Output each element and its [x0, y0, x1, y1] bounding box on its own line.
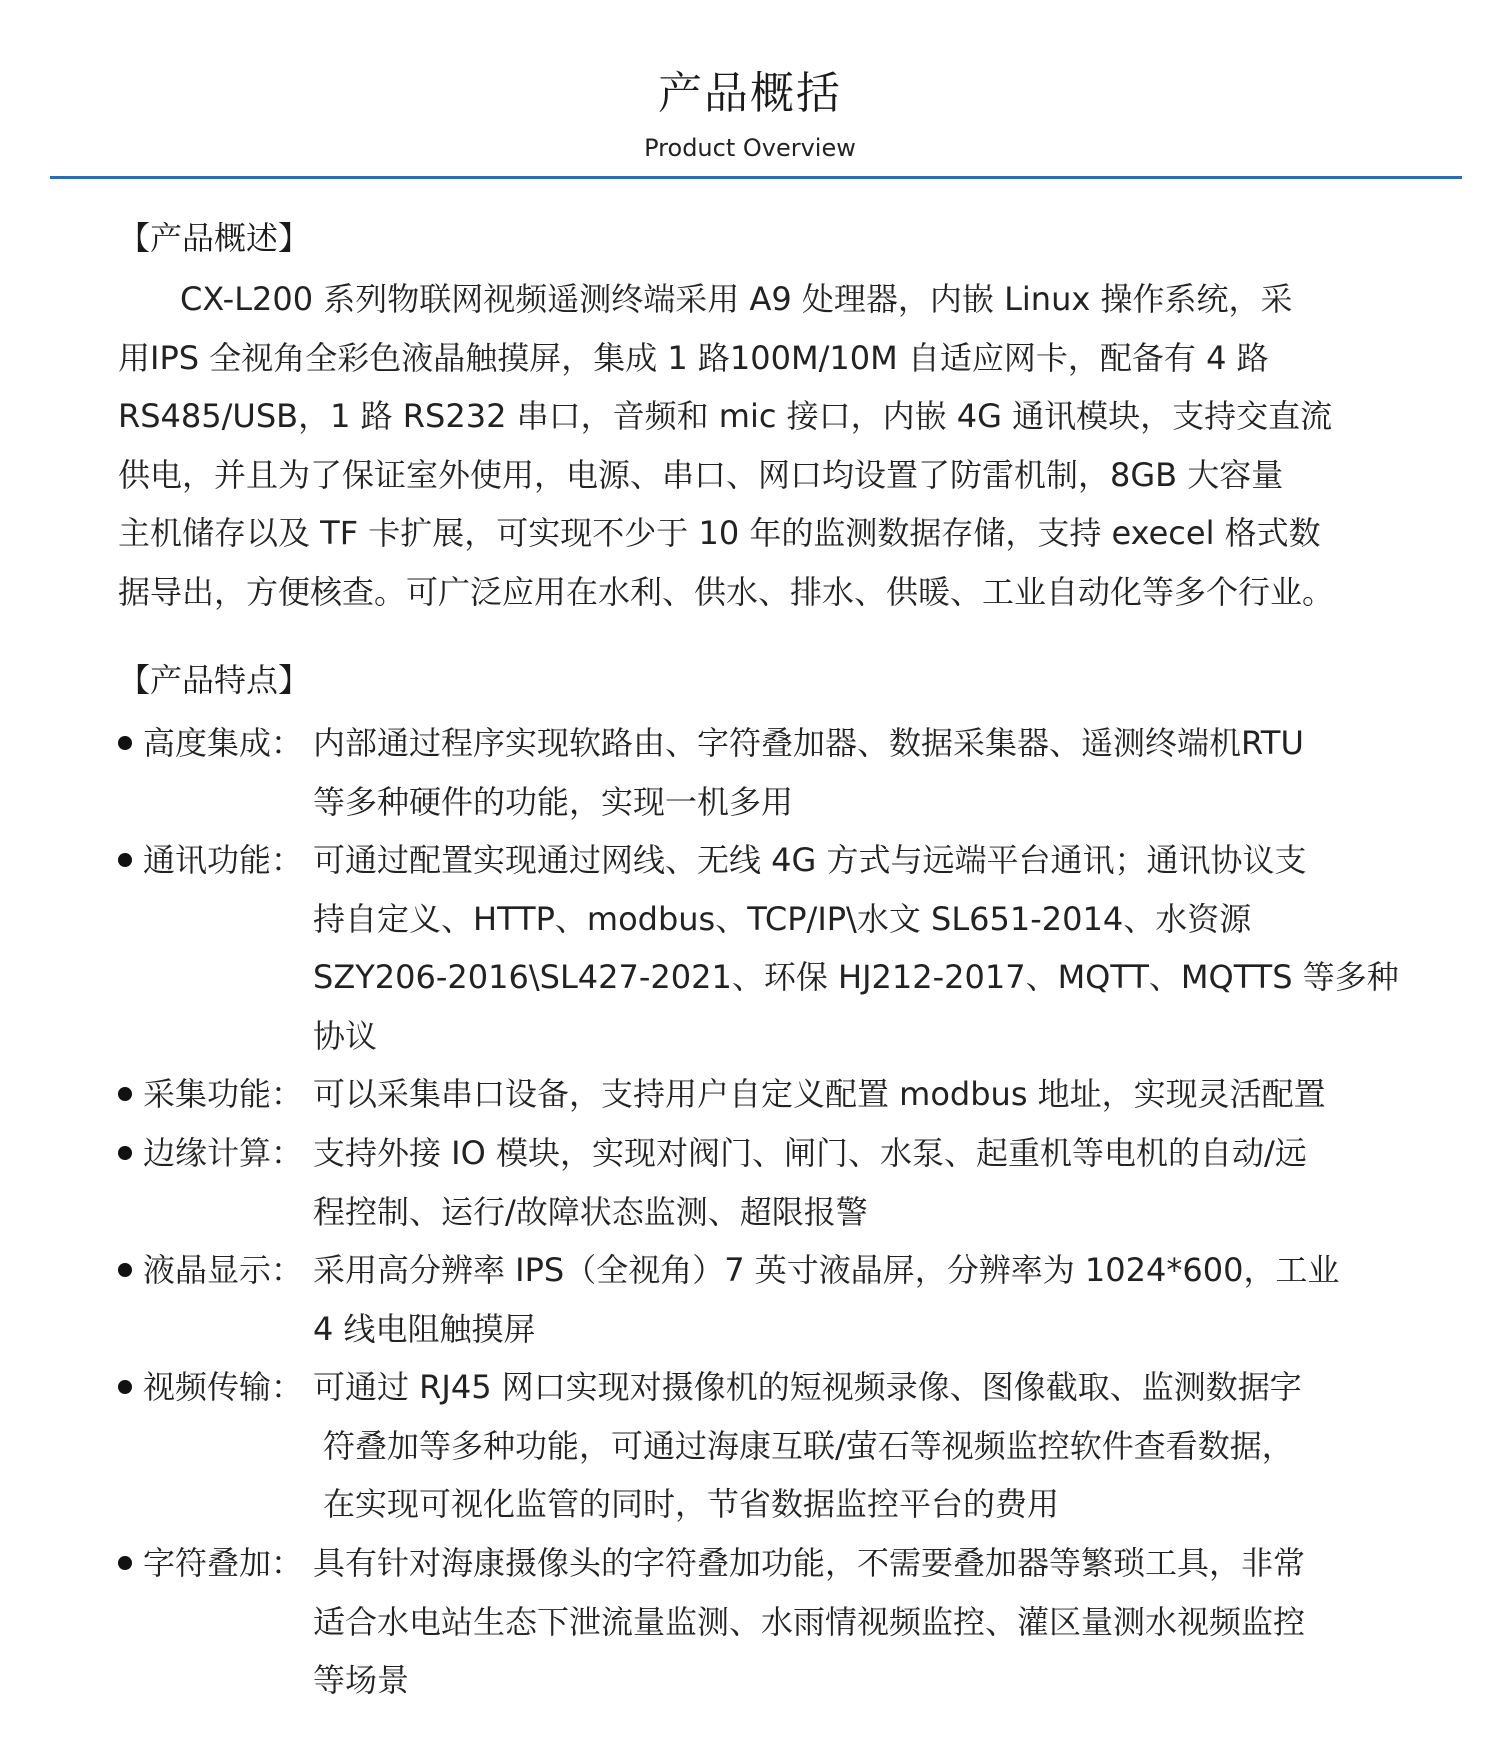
bullet-icon	[118, 1380, 132, 1394]
feature-description	[313, 1065, 1326, 1124]
feature-label: 高度集成：	[143, 724, 304, 762]
overview-line: 据导出，方便核查。可广泛应用在水利、供水、排水、供暖、工业自动化等多个行业。	[118, 572, 1335, 611]
feature-label: 视频传输：	[143, 1368, 304, 1406]
overview-line: 供电，并且为了保证室外使用，电源、串口、网口均设置了防雷机制，8GB 大容量	[118, 455, 1284, 494]
feature-label: 采集功能：	[143, 1075, 304, 1113]
feature-line: 可以采集串口设备，支持用户自定义配置 modbus 地址，实现灵活配置	[313, 1075, 1326, 1113]
feature-label: 字符叠加：	[143, 1544, 304, 1582]
feature-line: 协议	[313, 1016, 378, 1055]
feature-line: 符叠加等多种功能，可通过海康互联/萤石等视频监控软件查看数据，	[323, 1426, 1294, 1465]
overview-line: RS485/USB，1 路 RS232 串口，音频和 mic 接口，内嵌 4G 通讯模块，支持交直流	[118, 397, 1333, 435]
feature-label: 液晶显示：	[143, 1251, 304, 1289]
overview-line: 主机储存以及 TF 卡扩展，可实现不少于 10 年的监测数据存储，支持 execel 格式数	[118, 514, 1321, 552]
feature-line: 内部通过程序实现软路由、字符叠加器、数据采集器、遥测终端机RTU	[313, 724, 1304, 762]
bullet-icon	[118, 736, 132, 750]
feature-line: 等多种硬件的功能，实现一机多用	[313, 782, 794, 821]
feature-line: 等场景	[313, 1661, 410, 1699]
feature-line: 支持外接 IO 模块，实现对阀门、闸门、水泵、起重机等电机的自动/远	[313, 1134, 1307, 1172]
overview-paragraph	[118, 270, 1378, 621]
feature-line: 程控制、运行/故障状态监测、超限报警	[313, 1192, 868, 1231]
feature-line: 4 线电阻触摸屏	[313, 1309, 536, 1348]
feature-description	[313, 1358, 1302, 1534]
feature-line: 可通过配置实现通过网线、无线 4G 方式与远端平台通讯；通讯协议支	[313, 841, 1307, 879]
overview-heading: 【产品概述】	[118, 219, 311, 257]
bullet-icon	[118, 853, 132, 867]
page-title: 产品概括	[658, 68, 842, 119]
bullet-icon	[118, 1556, 132, 1570]
feature-description	[313, 1241, 1339, 1358]
page-subtitle: Product Overview	[644, 134, 856, 162]
header-divider	[50, 176, 1462, 179]
overview-line: 用IPS 全视角全彩色液晶触摸屏，集成 1 路100M/10M 自适应网卡，配备有 4 路	[118, 338, 1269, 377]
feature-line: 可通过 RJ45 网口实现对摄像机的短视频录像、图像截取、监测数据字	[313, 1368, 1302, 1406]
feature-label: 通讯功能：	[143, 841, 304, 879]
feature-description	[313, 831, 1399, 1065]
bullet-icon	[118, 1087, 132, 1101]
bullet-icon	[118, 1146, 132, 1160]
feature-description	[313, 1124, 1307, 1241]
feature-line: 持自定义、HTTP、modbus、TCP/IP\水文 SL651-2014、水资源	[313, 899, 1252, 938]
feature-line: 适合水电站生态下泄流量监测、水雨情视频监控、灌区量测水视频监控	[313, 1602, 1306, 1641]
bullet-icon	[118, 1263, 132, 1277]
feature-line: 在实现可视化监管的同时，节省数据监控平台的费用	[323, 1485, 1060, 1523]
feature-description	[313, 1534, 1305, 1710]
feature-label: 边缘计算：	[143, 1134, 304, 1172]
features-heading: 【产品特点】	[118, 661, 311, 699]
feature-line: SZY206-2016\SL427-2021、环保 HJ212-2017、MQTT、MQTTS 等多种	[313, 958, 1399, 996]
overview-line: CX-L200 系列物联网视频遥测终端采用 A9 处理器，内嵌 Linux 操作系统，采	[180, 280, 1293, 318]
feature-line: 具有针对海康摄像头的字符叠加功能，不需要叠加器等繁琐工具，非常	[313, 1544, 1306, 1582]
feature-line: 采用高分辨率 IPS（全视角）7 英寸液晶屏，分辨率为 1024*600，工业	[313, 1251, 1340, 1289]
feature-description	[313, 714, 1304, 831]
